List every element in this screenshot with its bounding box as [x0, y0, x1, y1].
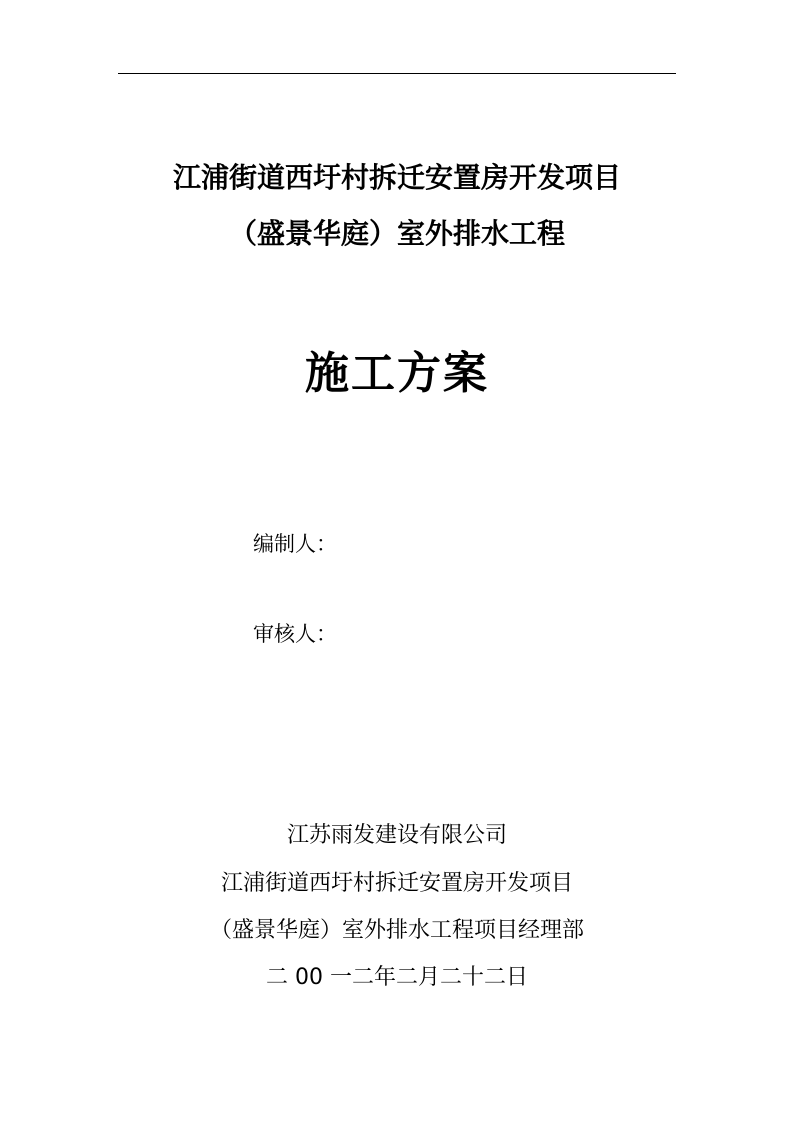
department-line2: （盛景华庭）室外排水工程项目经理部 [209, 918, 584, 943]
document-title: 施工方案 [305, 348, 489, 399]
document-date: 二 00 一二年二月二十二日 [266, 965, 528, 990]
header-rule [118, 73, 676, 74]
reviewer-label: 审核人： [253, 622, 337, 646]
company-name: 江苏雨发建设有限公司 [286, 823, 507, 848]
project-title-line1: 江浦街道西圩村拆迁安置房开发项目 [172, 161, 621, 194]
compiler-label: 编制人： [253, 532, 337, 556]
project-title-line2: （盛景华庭）室外排水工程 [228, 217, 565, 250]
department-line1: 江浦街道西圩村拆迁安置房开发项目 [220, 871, 573, 896]
